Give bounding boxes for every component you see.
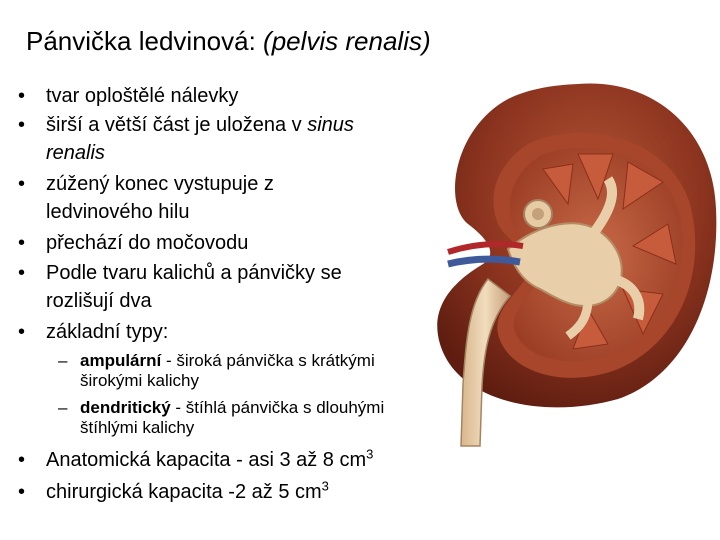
bullet-text-continuation [46, 139, 105, 167]
superscript: 3 [321, 478, 329, 494]
bullet-marker: • [18, 232, 26, 254]
subbullet-term: dendritický [80, 398, 171, 417]
bullet-text: základní typy: [46, 321, 169, 343]
bullet-text [46, 478, 329, 506]
bullet-marker: • [18, 173, 26, 195]
subbullet-marker: – [58, 398, 68, 417]
bullet-text-italic: sinus [307, 114, 354, 136]
subbullet-description: - štíhlá pánvička s dlouhými [170, 398, 385, 417]
bullet-text [46, 446, 373, 474]
subbullet-continuation: štíhlými kalichy [80, 418, 195, 437]
subbullet-text [80, 398, 460, 438]
subbullet-continuation: širokými kalichy [80, 371, 200, 390]
bullet-text [46, 111, 354, 139]
subbullet-description: - široká pánvička s krátkými [161, 351, 375, 370]
bullet-text: zúžený konec vystupuje z [46, 173, 274, 195]
bullet-text: tvar oploštělé nálevky [46, 85, 239, 107]
subbullet-marker: – [58, 351, 68, 370]
bullet-text-part: Anatomická kapacita - asi 3 až 8 cm [46, 449, 367, 471]
bullet-marker: • [18, 114, 26, 136]
bullet-text: přechází do močovodu [46, 232, 249, 254]
kidney-illustration [428, 74, 720, 454]
superscript: 3 [366, 446, 374, 462]
bullet-marker: • [18, 85, 26, 107]
bullet-marker: • [18, 321, 26, 343]
title-latin: (pelvis renalis) [263, 26, 431, 56]
subbullet-term: ampulární [80, 351, 162, 370]
bullet-text: Podle tvaru kalichů a pánvičky se [46, 262, 342, 284]
bullet-text-part: chirurgická kapacita -2 až 5 cm [46, 481, 322, 503]
bullet-marker: • [18, 262, 26, 284]
subbullet-text [80, 351, 460, 391]
slide-title [26, 26, 431, 57]
bullet-marker: • [18, 449, 26, 471]
title-main: Pánvička ledvinová: [26, 26, 264, 56]
bullet-marker: • [18, 481, 26, 503]
bullet-text-continuation: ledvinového hilu [46, 201, 190, 223]
bullet-text-italic: renalis [46, 142, 105, 164]
bullet-text-continuation: rozlišují dva [46, 290, 152, 312]
bullet-text-part: širší a větší část je uložena v [46, 114, 308, 136]
